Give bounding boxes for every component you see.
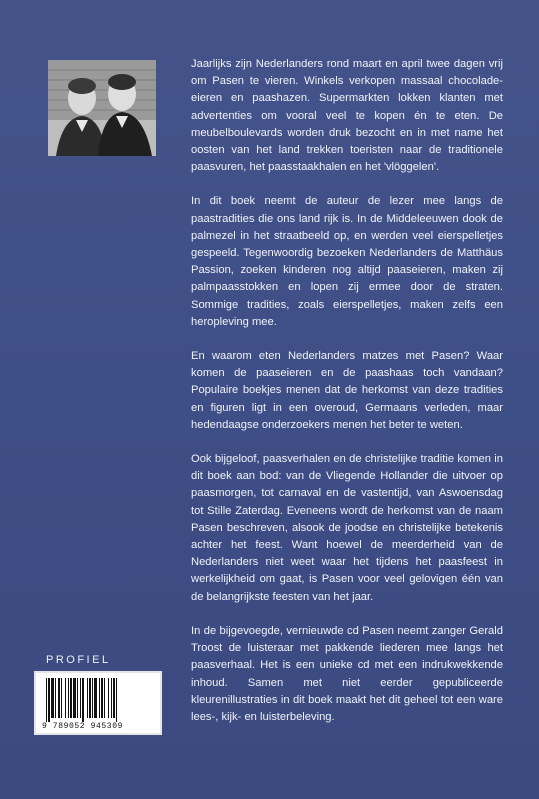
author-photo-image <box>48 60 156 156</box>
isbn-number: 9 789052 945309 <box>42 722 124 731</box>
barcode-stripe <box>58 678 60 718</box>
blurb-paragraph-5: In de bijgevoegde, vernieuwde cd Pasen neemt zanger Gerald Troost de luisteraar met pakkende liederen mee langs het paasverhaal. Het is een unieke cd met een indrukwekkende inhoud. Samen met niet eerder gepubliceerde kleurenillustraties in dit boek maakt het dit geheel tot een ware lees-, kijk- en luisterbeleving. <box>191 624 503 723</box>
publisher-name: PROFIEL <box>46 654 111 666</box>
barcode-stripe <box>55 678 56 718</box>
barcode-stripe <box>70 678 72 718</box>
barcode-stripe <box>101 678 103 718</box>
barcode-bars <box>44 678 152 722</box>
barcode-stripe <box>94 678 97 718</box>
barcode-stripe <box>77 678 78 718</box>
barcode-stripe <box>73 678 76 718</box>
barcode-stripe <box>46 678 47 722</box>
barcode-stripe <box>92 678 93 718</box>
blurb-paragraph-1: Jaarlijks zijn Nederlanders rond maart en april twee dagen vrij om Pasen te vieren. Winkels verkopen massaal chocolade-eieren en paashazen. Supermarkten lokken klanten met advertenties om vooral veel te kopen én te eten. De meubelboulevards worden druk bezocht en in met name het oosten van het land trekken toeristen naar de traditionele paasvuren, het paasstaakhalen en het 'vlöggelen'. <box>191 58 503 174</box>
barcode-stripe <box>87 678 88 718</box>
barcode-stripe <box>108 678 109 718</box>
barcode-stripe <box>82 678 84 722</box>
blurb-paragraph-3: En waarom eten Nederlanders matzes met Pasen? Waar komen de paaseieren en de paashaas toch vandaan? Populaire boekjes menen dat de herkomst van deze tradities en figuren ligt in een overoud, Germaans verleden, maar hedendaagse onderzoekers menen het beter te weten. <box>191 350 503 431</box>
barcode-stripe <box>48 678 50 722</box>
barcode-stripe <box>51 678 54 718</box>
barcode-stripe <box>99 678 100 718</box>
author-photo <box>48 60 156 156</box>
barcode-stripe <box>111 678 112 718</box>
barcode-stripe <box>113 678 115 718</box>
barcode-stripe <box>80 678 81 718</box>
blurb-text <box>191 56 503 743</box>
blurb-paragraph-2: In dit boek neemt de auteur de lezer mee langs de paastradities die ons land rijk is. In de Middeleeuwen dook de palmezel in het straatbeeld op, en werden veel eierspelletjes gespeeld. Tegenwoordig bezoeken Nederlanders de Matthäus Passion, zoeken kinderen nog altijd paaseieren, maken zij palmpaasstokken en lopen zij ermee door de straten. Sommige tradities, zoals eierspelletjes, maken zelfs een heropleving mee. <box>191 195 503 328</box>
barcode-stripe <box>68 678 69 718</box>
barcode-stripe <box>116 678 117 722</box>
barcode-stripe <box>104 678 105 718</box>
barcode <box>34 671 162 735</box>
barcode-stripe <box>89 678 91 718</box>
barcode-stripe <box>65 678 66 718</box>
blurb-paragraph-4: Ook bijgeloof, paasverhalen en de christelijke traditie komen in dit boek aan bod: van de Vliegende Hollander die uitvoer op paasmorgen, tot carnaval en de vastentijd, van Aswoensdag tot Stille Zaterdag. Eveneens wordt de herkomst van de naam Pasen beschreven, alsook de joodse en christelijke betekenis achter het feest. Want hoewel de meerderheid van de Nederlanders niet weet waar het tijdens het paasfeest in werkelijkheid om gaat, is Pasen voor veel gelovigen één van de belangrijkste feesten van het jaar. <box>191 453 503 603</box>
barcode-stripe <box>61 678 62 718</box>
